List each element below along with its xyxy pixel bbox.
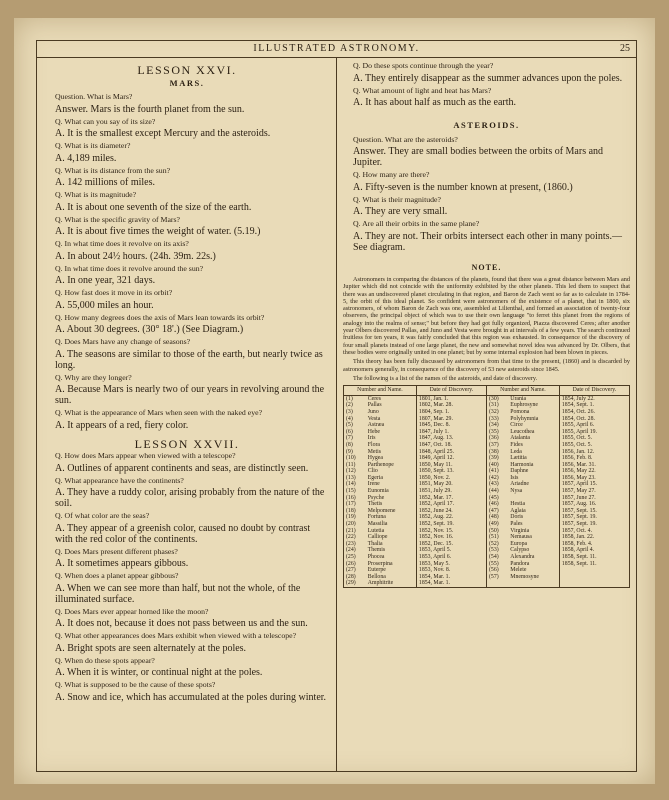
table-cell: (14) bbox=[344, 481, 366, 488]
question-text: Q. What is the appearance of Mars when seen with the naked eye? bbox=[55, 408, 263, 417]
table-cell bbox=[559, 574, 629, 581]
table-cell: 1801, Jan. 1. bbox=[416, 395, 486, 402]
table-cell: 1852, April 17. bbox=[416, 501, 486, 508]
table-cell: (42) bbox=[486, 475, 508, 482]
table-cell: Mnemosyne bbox=[508, 574, 559, 581]
table-cell: 1855, Oct. 5. bbox=[559, 442, 629, 449]
table-row bbox=[344, 580, 630, 587]
lesson-26-subtitle: MARS. bbox=[169, 77, 205, 88]
table-cell: 1847, Oct. 18. bbox=[416, 442, 486, 449]
table-cell: 1856, Jan. 12. bbox=[559, 449, 629, 456]
question-text: Q. What is supposed to be the cause of these spots? bbox=[55, 680, 216, 689]
answer-text: A. It is about one seventh of the size of the earth. bbox=[55, 201, 252, 213]
question-text: Q. How many are there? bbox=[353, 170, 430, 179]
table-cell: 1854, Oct. 28. bbox=[559, 416, 629, 423]
answer-text: A. It is the smallest except Mercury and the asteroids. bbox=[55, 128, 271, 139]
table-cell: (36) bbox=[486, 435, 508, 442]
table-cell: Egeria bbox=[366, 475, 417, 482]
table-cell: (35) bbox=[486, 429, 508, 436]
table-cell: 1856, Mar. 31. bbox=[559, 462, 629, 469]
table-cell: 1852, June 24. bbox=[416, 508, 486, 515]
answer-text: A. Because Mars is nearly two of our years in revolving around the sun. bbox=[55, 384, 325, 406]
table-cell: Ceres bbox=[366, 395, 417, 402]
table-cell: Pales bbox=[508, 521, 559, 528]
question-text: Q. What amount of light and heat has Mars? bbox=[353, 85, 492, 95]
table-cell: 1857, Sept. 19. bbox=[559, 521, 629, 528]
asteroid-table bbox=[343, 385, 630, 588]
table-cell: Circe bbox=[508, 422, 559, 429]
table-row bbox=[344, 462, 630, 469]
table-cell: 1858, Sept. 11. bbox=[559, 554, 629, 561]
table-row bbox=[344, 561, 630, 568]
table-row bbox=[344, 435, 630, 442]
table-cell: 1858, Jan. 22. bbox=[559, 534, 629, 541]
question-text: Q. Are all their orbits in the same plane? bbox=[353, 219, 480, 228]
table-cell: (26) bbox=[344, 561, 366, 568]
table-cell: 1855, April 6. bbox=[559, 422, 629, 429]
table-cell: (15) bbox=[344, 488, 366, 495]
question-text: Q. How fast does it move in its orbit? bbox=[55, 288, 173, 297]
table-header: Number and Name. bbox=[344, 386, 417, 396]
table-cell: 1857, April 15. bbox=[559, 481, 629, 488]
table-cell: 1852, Dec. 15. bbox=[416, 541, 486, 548]
question-text: Q. In what time does it revolve on its axis? bbox=[55, 239, 189, 248]
table-cell: 1852, Nov. 15. bbox=[416, 528, 486, 535]
table-cell: (43) bbox=[486, 481, 508, 488]
table-cell: (18) bbox=[344, 508, 366, 515]
table-cell: (25) bbox=[344, 554, 366, 561]
table-cell: Virginia bbox=[508, 528, 559, 535]
table-cell: (51) bbox=[486, 534, 508, 541]
table-cell: Euterpe bbox=[366, 567, 417, 574]
table-cell: 1852, Sept. 19. bbox=[416, 521, 486, 528]
table-cell: 1854, July 22. bbox=[559, 395, 629, 402]
answer-text: A. They are not. Their orbits intersect each other in many points.—See diagram. bbox=[353, 230, 623, 253]
answer-text: A. 142 millions of miles. bbox=[55, 177, 155, 188]
table-cell: (17) bbox=[344, 501, 366, 508]
table-cell: 1853, April 5. bbox=[416, 547, 486, 554]
table-cell: Aglaia bbox=[508, 508, 559, 515]
page-number: 25 bbox=[620, 43, 630, 54]
table-cell: 1853, May 5. bbox=[416, 561, 486, 568]
table-cell: (27) bbox=[344, 567, 366, 574]
note-heading: NOTE. bbox=[471, 262, 502, 272]
asteroids-title: ASTEROIDS. bbox=[453, 120, 520, 130]
table-cell: (12) bbox=[344, 468, 366, 475]
table-cell: (52) bbox=[486, 541, 508, 548]
question-text: Q. When does a planet appear gibbous? bbox=[55, 571, 179, 580]
answer-text: A. About 30 degrees. (30° 18'.) (See Diagram.) bbox=[55, 324, 244, 335]
table-cell: Phocea bbox=[366, 554, 417, 561]
table-cell: Polyhymnia bbox=[508, 416, 559, 423]
table-cell: (3) bbox=[344, 409, 366, 416]
table-row bbox=[344, 547, 630, 554]
table-cell: (45) bbox=[486, 495, 508, 502]
table-cell: (39) bbox=[486, 455, 508, 462]
table-cell: Proserpina bbox=[366, 561, 417, 568]
table-cell: 1849, April 12. bbox=[416, 455, 486, 462]
table-cell: (57) bbox=[486, 574, 508, 581]
table-cell: (49) bbox=[486, 521, 508, 528]
table-cell: Melpomene bbox=[366, 508, 417, 515]
table-cell: Isis bbox=[508, 475, 559, 482]
table-cell: 1857, June 27. bbox=[559, 495, 629, 502]
table-cell: 1858, Sept. 11. bbox=[559, 561, 629, 568]
table-cell: (44) bbox=[486, 488, 508, 495]
question-text: Q. Does Mars present different phases? bbox=[55, 546, 178, 556]
mars-continued-qa bbox=[343, 61, 630, 108]
table-cell: 1851, May 20. bbox=[416, 481, 486, 488]
table-cell: (32) bbox=[486, 409, 508, 416]
table-cell: Fortuna bbox=[366, 514, 417, 521]
table-row bbox=[344, 501, 630, 508]
question-text: Q. What appearance have the continents? bbox=[55, 475, 184, 485]
table-cell: Bellona bbox=[366, 574, 417, 581]
question-text: Q. Of what color are the seas? bbox=[55, 511, 150, 520]
table-cell: 1853, Nov. 8. bbox=[416, 567, 486, 574]
column-divider bbox=[336, 58, 337, 771]
answer-text: A. It appears of a red, fiery color. bbox=[55, 419, 189, 431]
question-text: Q. When do these spots appear? bbox=[55, 655, 155, 665]
question-text: Q. In what time does it revolve around the sun? bbox=[55, 263, 204, 273]
table-cell: Nysa bbox=[508, 488, 559, 495]
table-cell: Astræa bbox=[366, 422, 417, 429]
table-cell: Leda bbox=[508, 449, 559, 456]
answer-text: A. Snow and ice, which has accumulated at the poles during winter. bbox=[55, 691, 327, 703]
note-paragraph: The following is a list of the names of the asteroids, and date of discovery. bbox=[353, 374, 538, 382]
table-cell: Urania bbox=[508, 395, 559, 402]
table-cell: (5) bbox=[344, 422, 366, 429]
table-cell: Hygea bbox=[366, 455, 417, 462]
table-cell: (28) bbox=[344, 574, 366, 581]
table-cell: (54) bbox=[486, 554, 508, 561]
table-cell: Themis bbox=[366, 547, 417, 554]
table-cell: Hestia bbox=[508, 501, 559, 508]
table-cell: Irene bbox=[366, 481, 417, 488]
table-row bbox=[344, 442, 630, 449]
table-cell: 1858, Feb. 4. bbox=[559, 541, 629, 548]
table-cell: (23) bbox=[344, 541, 366, 548]
table-cell: (21) bbox=[344, 528, 366, 535]
table-cell: Calliope bbox=[366, 534, 417, 541]
table-cell bbox=[559, 567, 629, 574]
table-cell: 1847, Aug. 13. bbox=[416, 435, 486, 442]
table-cell: (56) bbox=[486, 567, 508, 574]
table-cell: 1854, Mar. 1. bbox=[416, 580, 486, 587]
question-text: Question. What are the asteroids? bbox=[353, 134, 458, 144]
table-row bbox=[344, 528, 630, 535]
table-row bbox=[344, 416, 630, 423]
table-cell: 1847, July 1. bbox=[416, 429, 486, 436]
answer-text: A. In one year, 321 days. bbox=[55, 275, 156, 286]
table-cell: (8) bbox=[344, 442, 366, 449]
table-cell: 1807, Mar. 29. bbox=[416, 416, 486, 423]
question-text: Q. Why are they longer? bbox=[55, 372, 132, 382]
table-cell: Pomona bbox=[508, 409, 559, 416]
table-cell: (48) bbox=[486, 514, 508, 521]
answer-text: A. It sometimes appears gibbous. bbox=[55, 558, 189, 569]
answer-text: A. 4,189 miles. bbox=[55, 152, 117, 164]
answer-text: A. Bright spots are seen alternately at the poles. bbox=[55, 642, 247, 654]
table-cell: 1852, Nov. 16. bbox=[416, 534, 486, 541]
table-cell: Metis bbox=[366, 449, 417, 456]
table-cell: Pallas bbox=[366, 402, 417, 409]
table-cell: (7) bbox=[344, 435, 366, 442]
table-cell: (2) bbox=[344, 402, 366, 409]
lesson-26-title: LESSON XXVI. bbox=[137, 63, 237, 77]
table-cell: (37) bbox=[486, 442, 508, 449]
lesson-27-title: LESSON XXVII. bbox=[134, 436, 240, 451]
table-row bbox=[344, 567, 630, 574]
question-text: Q. What other appearances does Mars exhibit when viewed with a telescope? bbox=[55, 631, 297, 640]
question-text: Q. What is its distance from the sun? bbox=[55, 165, 171, 175]
lesson-27-qa bbox=[45, 451, 329, 703]
table-cell: 1802, Mar. 28. bbox=[416, 402, 486, 409]
asteroids-qa bbox=[343, 135, 630, 253]
answer-text: Answer. They are small bodies between the orbits of Mars and Jupiter. bbox=[353, 146, 604, 168]
table-cell: Harmonia bbox=[508, 462, 559, 469]
table-cell: (10) bbox=[344, 455, 366, 462]
table-header: Date of Discovery. bbox=[416, 386, 486, 396]
table-cell: 1850, Nov. 2. bbox=[416, 475, 486, 482]
table-cell: 1857, Oct. 4. bbox=[559, 528, 629, 535]
answer-text: A. Outlines of apparent continents and seas, are distinctly seen. bbox=[55, 462, 309, 474]
table-cell: Nemausa bbox=[508, 534, 559, 541]
question-text: Q. What can you say of its size? bbox=[55, 116, 156, 126]
answer-text: A. The seasons are similar to those of the earth, but nearly twice as long. bbox=[55, 348, 323, 371]
table-cell: Thalia bbox=[366, 541, 417, 548]
answer-text: A. They appear of a greenish color, caused no doubt by contrast with the red color of the continents. bbox=[55, 522, 311, 545]
table-cell: (30) bbox=[486, 395, 508, 402]
table-cell: (19) bbox=[344, 514, 366, 521]
table-cell: (4) bbox=[344, 416, 366, 423]
table-cell: (53) bbox=[486, 547, 508, 554]
answer-text: A. When it is winter, or continual night at the poles. bbox=[55, 667, 263, 678]
table-cell: (16) bbox=[344, 495, 366, 502]
table-row bbox=[344, 409, 630, 416]
table-cell bbox=[559, 580, 629, 587]
answer-text: A. In about 24½ hours. (24h. 39m. 22s.) bbox=[55, 250, 216, 262]
answer-text: A. It does not, because it does not pass between us and the sun. bbox=[55, 618, 308, 629]
table-cell: Alexandra bbox=[508, 554, 559, 561]
table-row bbox=[344, 481, 630, 488]
table-cell: (1) bbox=[344, 395, 366, 402]
table-cell: Fides bbox=[508, 442, 559, 449]
table-cell: 1848, April 25. bbox=[416, 449, 486, 456]
table-cell: 1851, July 29. bbox=[416, 488, 486, 495]
table-cell: (20) bbox=[344, 521, 366, 528]
book-page bbox=[14, 18, 655, 784]
table-cell: 1845, Dec. 8. bbox=[416, 422, 486, 429]
question-text: Q. How many degrees does the axis of Mars lean towards its orbit? bbox=[55, 312, 265, 322]
table-cell: Psyche bbox=[366, 495, 417, 502]
question-text: Q. What is its magnitude? bbox=[55, 190, 137, 199]
table-cell: 1854, Oct. 26. bbox=[559, 409, 629, 416]
running-head-title: ILLUSTRATED ASTRONOMY. bbox=[253, 43, 420, 54]
table-row bbox=[344, 395, 630, 402]
table-cell: 1857, May 27. bbox=[559, 488, 629, 495]
question-text: Q. What is their magnitude? bbox=[353, 194, 441, 204]
table-cell: Ariadne bbox=[508, 481, 559, 488]
question-text: Question. What is Mars? bbox=[55, 92, 133, 101]
table-header: Date of Discovery. bbox=[559, 386, 629, 396]
table-row bbox=[344, 402, 630, 409]
table-cell: Europa bbox=[508, 541, 559, 548]
table-cell: (13) bbox=[344, 475, 366, 482]
table-row bbox=[344, 514, 630, 521]
table-cell bbox=[508, 495, 559, 502]
answer-text: A. 55,000 miles an hour. bbox=[55, 299, 154, 311]
table-cell: Doris bbox=[508, 514, 559, 521]
table-row bbox=[344, 429, 630, 436]
question-text: Q. How does Mars appear when viewed with a telescope? bbox=[55, 451, 236, 460]
table-cell: Calypso bbox=[508, 547, 559, 554]
table-row bbox=[344, 495, 630, 502]
table-cell: (22) bbox=[344, 534, 366, 541]
lesson-26-qa bbox=[45, 92, 329, 431]
answer-text: A. They are very small. bbox=[353, 206, 448, 217]
table-cell: (38) bbox=[486, 449, 508, 456]
table-cell: 1853, April 6. bbox=[416, 554, 486, 561]
answer-text: A. Fifty-seven is the number known at present, (1860.) bbox=[353, 181, 573, 193]
table-row bbox=[344, 541, 630, 548]
table-cell: Massilia bbox=[366, 521, 417, 528]
table-cell: 1856, May 22. bbox=[559, 468, 629, 475]
table-cell bbox=[486, 580, 508, 587]
table-row bbox=[344, 449, 630, 456]
question-text: Q. What is its diameter? bbox=[55, 141, 131, 150]
table-cell: 1850, May 11. bbox=[416, 462, 486, 469]
table-cell: Atalanta bbox=[508, 435, 559, 442]
table-cell: Lutetia bbox=[366, 528, 417, 535]
table-row bbox=[344, 422, 630, 429]
asteroid-table-body bbox=[344, 395, 630, 587]
table-cell: (29) bbox=[344, 580, 366, 587]
table-cell: Hebe bbox=[366, 429, 417, 436]
table-cell: 1854, Mar. 1. bbox=[416, 574, 486, 581]
left-column bbox=[45, 61, 329, 705]
table-cell: (47) bbox=[486, 508, 508, 515]
table-cell: 1854, Sept. 1. bbox=[559, 402, 629, 409]
answer-text: A. They have a ruddy color, arising probably from the nature of the soil. bbox=[55, 487, 325, 509]
note-paragraph: This theory has been fully discussed by astronomers from that time to the present, (1860) and is discarded by astronomers generally, in consequence of the discovery of 53 new asteroids since 1845. bbox=[343, 358, 630, 373]
table-cell: Euphrosyne bbox=[508, 402, 559, 409]
table-cell: Pandora bbox=[508, 561, 559, 568]
table-row bbox=[344, 475, 630, 482]
table-cell: (46) bbox=[486, 501, 508, 508]
table-cell: Eunomia bbox=[366, 488, 417, 495]
table-cell: Leucothea bbox=[508, 429, 559, 436]
table-row bbox=[344, 574, 630, 581]
table-row bbox=[344, 554, 630, 561]
table-cell: (50) bbox=[486, 528, 508, 535]
table-cell: 1857, Sept. 15. bbox=[559, 508, 629, 515]
table-cell: Lætitia bbox=[508, 455, 559, 462]
table-cell: 1856, Feb. 8. bbox=[559, 455, 629, 462]
table-cell: Clio bbox=[366, 468, 417, 475]
table-row bbox=[344, 534, 630, 541]
table-cell: 1857, Aug. 16. bbox=[559, 501, 629, 508]
table-cell: (24) bbox=[344, 547, 366, 554]
table-header: Number and Name. bbox=[486, 386, 559, 396]
running-head bbox=[37, 41, 636, 58]
note-paragraph: Astronomers in comparing the distances of the planets, found that there was a great distance between Mars and Jupiter which did not coincide with the uniformity exhibited by the other planets. This led them to suspect that there was an undiscovered planet circulating in that region, and Baron de Zach went so far as to calculate in 1784-5, the orbit of this ideal planet. So confident were astronomers of the existence of a planet, that in 1800, six astronomers, of whom Baron de Zach was one, assembled at Lilienthal, and formed an association of twenty-four observers, the principal object of which was to use their own language "to ferret this planet from the regions of analogy into the realms of sense;" but before they had got fully organized, Piazza discovered Ceres; after another year Olbers discovered Pallas, and Juno and Vesta were brought in at intervals of a few years. The search continued fruitless for ten years, it was fairly concluded that this region was exhausted. In consequence of the discovery of four small planets instead of one large planet, the new and somewhat novel idea was advanced by Dr. Olbers, that these bodies were originally united in one planet; but by some internal explosion had been blown in pieces. bbox=[343, 276, 630, 356]
table-row bbox=[344, 455, 630, 462]
table-cell: 1857, Sept. 19. bbox=[559, 514, 629, 521]
page-frame bbox=[36, 40, 637, 772]
question-text: Q. Does Mars have any change of seasons? bbox=[55, 337, 191, 346]
table-cell: 1850, Sept. 13. bbox=[416, 468, 486, 475]
answer-text: Answer. Mars is the fourth planet from the sun. bbox=[55, 103, 245, 115]
table-cell: 1852, Mar. 17. bbox=[416, 495, 486, 502]
table-cell: (9) bbox=[344, 449, 366, 456]
table-row bbox=[344, 488, 630, 495]
table-cell: Iris bbox=[366, 435, 417, 442]
table-cell: Vesta bbox=[366, 416, 417, 423]
answer-text: A. It is about five times the weight of water. (5.19.) bbox=[55, 226, 261, 237]
table-cell: 1855, April 19. bbox=[559, 429, 629, 436]
question-text: Q. Does Mars ever appear horned like the moon? bbox=[55, 606, 209, 616]
answer-text: A. They entirely disappear as the summer advances upon the poles. bbox=[353, 72, 623, 84]
table-cell: 1852, Aug. 22. bbox=[416, 514, 486, 521]
table-row bbox=[344, 508, 630, 515]
table-cell: 1855, Oct. 5. bbox=[559, 435, 629, 442]
table-cell: 1804, Sep. 1. bbox=[416, 409, 486, 416]
answer-text: A. It has about half as much as the earth. bbox=[353, 97, 517, 108]
question-text: Q. What is the specific gravity of Mars? bbox=[55, 214, 181, 224]
table-cell: Parthenope bbox=[366, 462, 417, 469]
table-cell: (31) bbox=[486, 402, 508, 409]
table-cell: (34) bbox=[486, 422, 508, 429]
table-cell: Melete bbox=[508, 567, 559, 574]
table-cell: (11) bbox=[344, 462, 366, 469]
table-cell: (6) bbox=[344, 429, 366, 436]
table-cell: Juno bbox=[366, 409, 417, 416]
table-cell: (41) bbox=[486, 468, 508, 475]
table-row bbox=[344, 468, 630, 475]
table-row bbox=[344, 521, 630, 528]
table-cell: Amphitrite bbox=[366, 580, 417, 587]
question-text: Q. Do these spots continue through the year? bbox=[353, 61, 494, 70]
table-cell: (40) bbox=[486, 462, 508, 469]
table-cell: (55) bbox=[486, 561, 508, 568]
table-cell bbox=[508, 580, 559, 587]
answer-text: A. When we can see more than half, but not the whole, of the illuminated surface. bbox=[55, 582, 301, 605]
table-cell: Daphne bbox=[508, 468, 559, 475]
table-cell: Thetis bbox=[366, 501, 417, 508]
right-column bbox=[343, 61, 630, 588]
table-cell: 1856, May 23. bbox=[559, 475, 629, 482]
table-cell: (33) bbox=[486, 416, 508, 423]
table-cell: 1858, April 4. bbox=[559, 547, 629, 554]
table-cell: Flora bbox=[366, 442, 417, 449]
